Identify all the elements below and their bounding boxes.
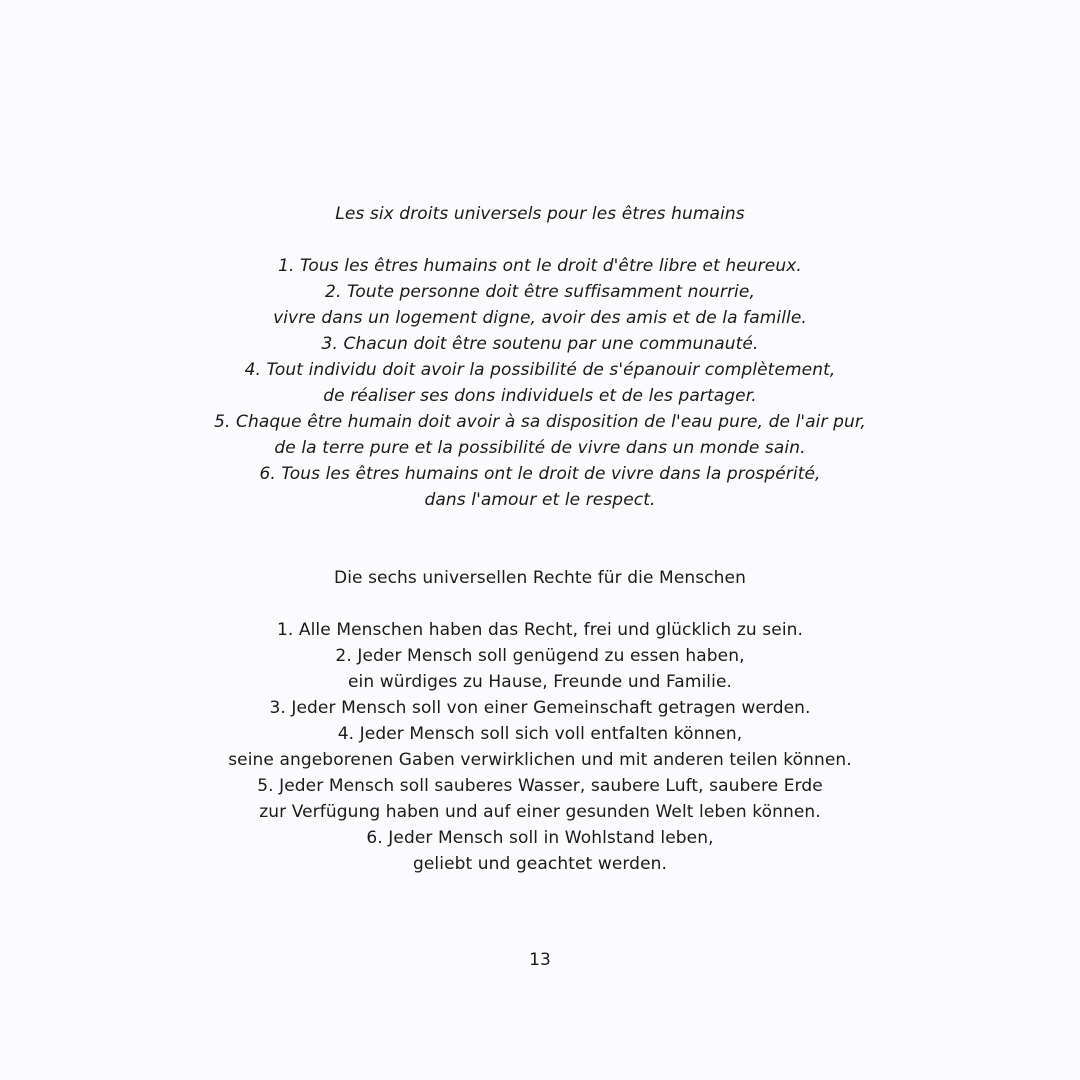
german-title-spacer <box>0 591 1080 617</box>
german-line-5: 4. Jeder Mensch soll sich voll entfalten können, <box>337 724 743 744</box>
german-line-3: ein würdiges zu Hause, Freunde und Familie. <box>347 672 733 692</box>
french-line-8: de la terre pure et la possibilité de vivre dans un monde sain. <box>274 438 806 458</box>
german-line-6: seine angeborenen Gaben verwirklichen und mit anderen teilen können. <box>228 750 852 770</box>
page-number: 13 <box>529 950 551 970</box>
german-title: Die sechs universellen Rechte für die Menschen <box>334 568 746 588</box>
french-title-spacer <box>0 227 1080 253</box>
german-section <box>0 565 1080 877</box>
german-line-1: 1. Alle Menschen haben das Recht, frei und glücklich zu sein. <box>276 620 804 640</box>
french-line-2: 2. Toute personne doit être suffisamment nourrie, <box>325 282 755 302</box>
french-title: Les six droits universels pour les êtres humains <box>335 204 745 224</box>
german-line-4: 3. Jeder Mensch soll von einer Gemeinschaft getragen werden. <box>269 698 811 718</box>
german-line-10: geliebt und geachtet werden. <box>412 854 668 874</box>
french-section <box>0 201 1080 513</box>
french-line-4: 3. Chacun doit être soutenu par une communauté. <box>321 334 759 354</box>
french-line-9: 6. Tous les êtres humains ont le droit de vivre dans la prospérité, <box>259 464 821 484</box>
french-line-1: 1. Tous les êtres humains ont le droit d'être libre et heureux. <box>278 256 802 276</box>
french-line-7: 5. Chaque être humain doit avoir à sa disposition de l'eau pure, de l'air pur, <box>214 412 866 432</box>
french-line-6: de réaliser ses dons individuels et de les partager. <box>323 386 757 406</box>
german-line-7: 5. Jeder Mensch soll sauberes Wasser, saubere Luft, saubere Erde <box>257 776 823 796</box>
french-line-5: 4. Tout individu doit avoir la possibilité de s'épanouir complètement, <box>244 360 836 380</box>
german-line-9: 6. Jeder Mensch soll in Wohlstand leben, <box>366 828 714 848</box>
german-line-2: 2. Jeder Mensch soll genügend zu essen haben, <box>335 646 745 666</box>
french-line-10: dans l'amour et le respect. <box>424 490 656 510</box>
german-line-8: zur Verfügung haben und auf einer gesunden Welt leben können. <box>259 802 821 822</box>
french-line-3: vivre dans un logement digne, avoir des amis et de la famille. <box>273 308 807 328</box>
